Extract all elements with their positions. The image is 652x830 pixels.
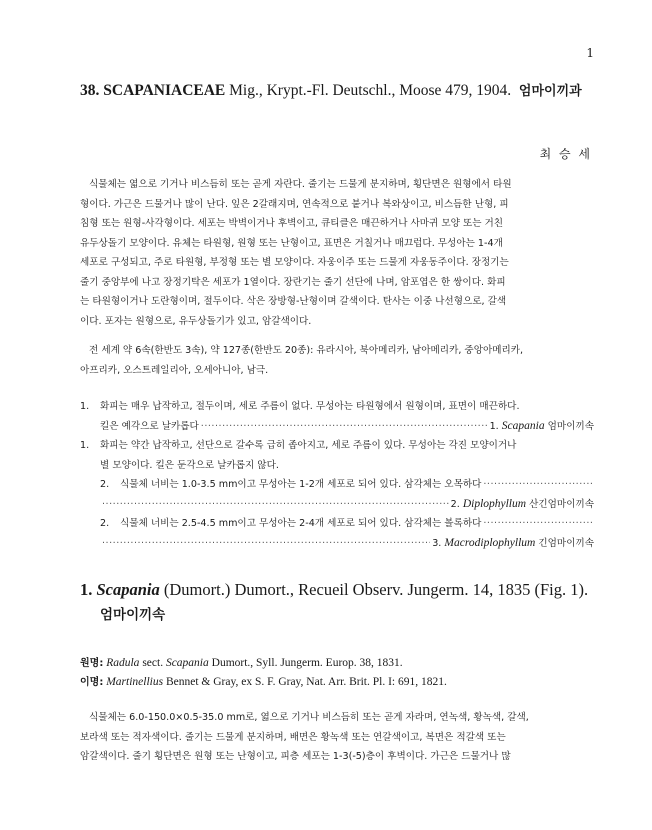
family-name: SCAPANIACEAE	[103, 82, 226, 99]
genus-authority: (Dumort.) Dumort., Recueil Observ. Jungerm. 14, 1835 (Fig. 1).	[163, 580, 589, 599]
key-couplet-1b: 1. 화피는 약간 납작하고, 선단으로 갈수록 급히 좁아지고, 세로 주름이 있다. 무성아는 각진 모양이거나	[80, 440, 517, 451]
distribution-line: 아프리카, 오스트레일리아, 오세아니아, 남극.	[80, 364, 269, 376]
genus-description	[80, 708, 594, 767]
description-line: 는 타원형이거나 도란형이며, 절두이다. 삭은 장방형-난형이며 갈색이다. 탄사는 이중 나선형으로, 갈색	[80, 296, 507, 307]
key-couplet-2b: 2. 식물체 너비는 2.5-4.5 mm이고 무성아는 2-4개 세포로 되어 있다. 삼각체는 볼록하다 ·····	[80, 514, 594, 534]
genus-heading	[80, 578, 588, 627]
family-korean-name: 엄마이끼과	[518, 84, 582, 99]
genus-name: Scapania	[96, 580, 160, 599]
key-couplet-1a-end: 킬은 예각으로 날카롭다 ····· 1. Scapania 엄마이끼속	[80, 417, 594, 437]
family-description	[80, 175, 594, 331]
leader-dots	[102, 495, 449, 515]
key-result-macrodiplophyllum: 3. Macrodiplophyllum 긴엄마이끼속	[432, 536, 594, 549]
key-result-diplophyllum: 2. Diplophyllum 산긴엄마이끼속	[450, 497, 594, 510]
genus-description-line: 암갈색이다. 줄기 횡단면은 원형 또는 난형이고, 피층 세포는 1-3(-5)층이 후벽이다. 가근은 드물거나 많	[80, 751, 511, 762]
leader-dots	[483, 475, 592, 495]
genus-description-line: 식물체는 6.0-150.0×0.5-35.0 mm로, 엷으로 기거나 비스듬히 또는 곧게 자라며, 연녹색, 황녹색, 갈색,	[89, 712, 529, 723]
description-line: 식물체는 엷으로 기거나 비스듬히 또는 곧게 자란다. 줄기는 드물게 분지하며, 횡단면은 원형에서 타원	[89, 179, 512, 190]
description-line: 형이다. 가근은 드물거나 많이 난다. 잎은 2갈래지며, 연속적으로 붙거나 복와상이고, 비스듬한 난형, 피	[80, 198, 509, 210]
family-heading	[80, 80, 582, 100]
family-authority: Mig., Krypt.-Fl. Deutschl., Moose 479, 1904.	[229, 82, 512, 99]
leader-dots	[201, 417, 488, 437]
basionym-line: 원명: Radula sect. Scapania Dumort., Syll. Jungerm. Europ. 38, 1831.	[80, 657, 403, 669]
genus-korean-name: 엄마이끼속	[100, 607, 166, 623]
description-line: 줄기 중앙부에 나고 장정기탁은 세포가 1열이다. 장란기는 줄기 선단에 나며, 암포엽은 한 쌍이다. 화피	[80, 276, 506, 288]
leader-dots	[483, 514, 592, 534]
key-couplet-2b-end	[80, 534, 594, 554]
distribution-line: 전 세계 약 6속(한반도 3속), 약 127종(한반도 20종): 유라시아, 북아메리카, 남아메리카, 중앙아메리카,	[89, 345, 524, 356]
genus-number: 1.	[80, 580, 93, 599]
distribution-paragraph	[80, 341, 594, 380]
genus-description-line: 보라색 또는 적자색이다. 줄기는 드물게 분지하며, 배면은 황녹색 또는 연갈색이고, 복면은 적갈색 또는	[80, 731, 506, 743]
author-name: 최 승 세	[539, 147, 592, 161]
description-line: 침형 또는 원형-사각형이다. 세포는 박벽이거나 후벽이고, 큐티클은 매끈하거나 사마귀 모양 또는 거친	[80, 218, 504, 229]
key-result-scapania: 1. Scapania 엄마이끼속	[489, 419, 594, 432]
family-number: 38.	[80, 82, 100, 99]
leader-dots	[102, 534, 430, 554]
key-couplet-2a: 2. 식물체 너비는 1.0-3.5 mm이고 무성아는 1-2개 세포로 되어 있다. 삼각체는 오목하다 ·····	[80, 475, 594, 495]
key-couplet-2a-end	[80, 495, 594, 515]
page-number: 1	[586, 46, 594, 60]
description-line: 이다. 포자는 원형으로, 유두상돌기가 있고, 암갈색이다.	[80, 315, 312, 327]
description-line: 세포로 구성되고, 주로 타원형, 부정형 또는 별 모양이다. 자웅이주 또는 드물게 자웅동주이다. 장정기는	[80, 257, 509, 268]
description-line: 유두상돌기 모양이다. 유체는 타원형, 원형 또는 난형이고, 표면은 거칠거나 매끄럽다. 무성아는 1-4개	[80, 237, 503, 249]
synonym-line: 이명: Martinellius Bennet & Gray, ex S. F. Gray, Nat. Arr. Brit. Pl. I: 691, 1821.	[80, 676, 447, 688]
identification-key	[80, 397, 594, 553]
key-couplet-1a: 1. 화피는 매우 납작하고, 절두이며, 세로 주름이 없다. 무성아는 타원형에서 원형이며, 표면이 매끈하다.	[80, 401, 520, 412]
key-couplet-1b-cont: 별 모양이다. 킬은 둔각으로 날카롭지 않다.	[100, 459, 279, 471]
